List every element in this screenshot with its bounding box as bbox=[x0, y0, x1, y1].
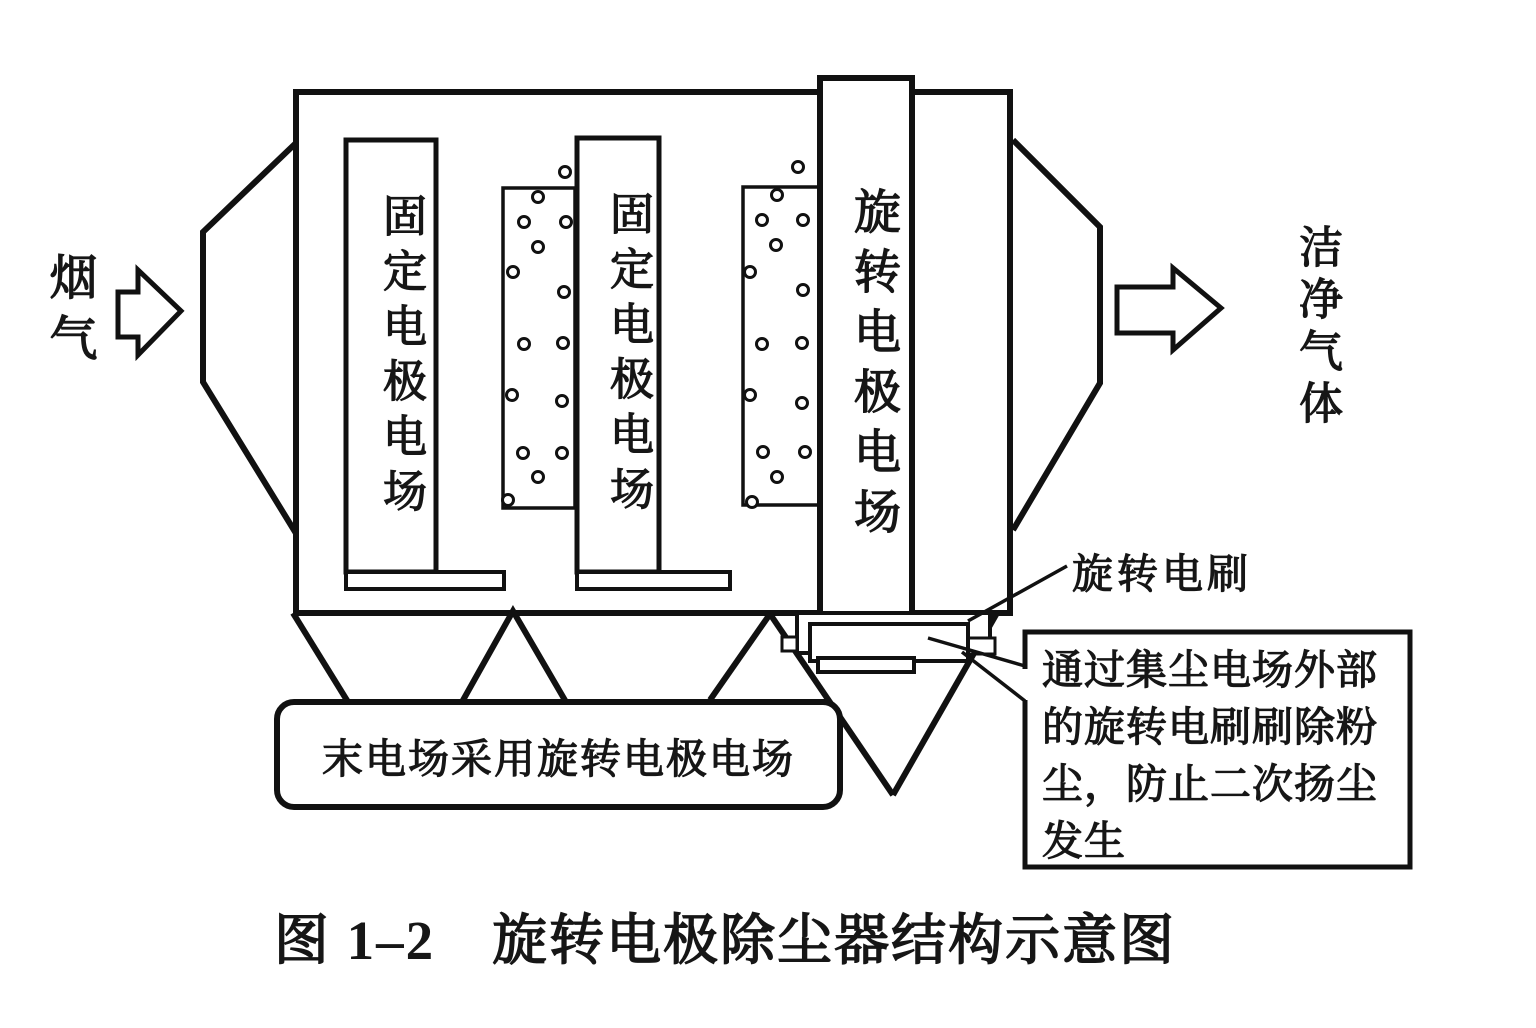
discharge-frame-2 bbox=[743, 162, 819, 508]
brush-assembly bbox=[782, 613, 995, 672]
rotating-field-label: 旋转电极电场 bbox=[848, 187, 901, 547]
fixed-field-2-label: 固定电极电场 bbox=[603, 191, 652, 521]
inlet-arrow-icon bbox=[118, 270, 181, 355]
inlet-duct bbox=[203, 142, 297, 535]
outlet-duct bbox=[1013, 140, 1100, 530]
bottom-box-label: 末电场采用旋转电极电场 bbox=[322, 735, 795, 782]
brush-label: 旋转电刷 bbox=[1072, 551, 1252, 597]
figure-caption: 图 1–2 旋转电极除尘器结构示意图 bbox=[273, 910, 1177, 971]
note-box-gap bbox=[1019, 669, 1031, 700]
inlet-gas-label: 烟气 bbox=[42, 252, 95, 374]
outlet-arrow-icon bbox=[1117, 268, 1221, 350]
plate-foot-1 bbox=[346, 572, 504, 589]
discharge-frame-1 bbox=[503, 167, 576, 509]
side-note-text: 通过集尘电场外部的旋转电刷刷除粉尘，防止二次扬尘发生 bbox=[1042, 647, 1378, 864]
outlet-gas-label: 洁净气体 bbox=[1292, 224, 1341, 432]
plate-foot-2 bbox=[577, 572, 730, 589]
fixed-field-1-label: 固定电极电场 bbox=[376, 193, 425, 523]
